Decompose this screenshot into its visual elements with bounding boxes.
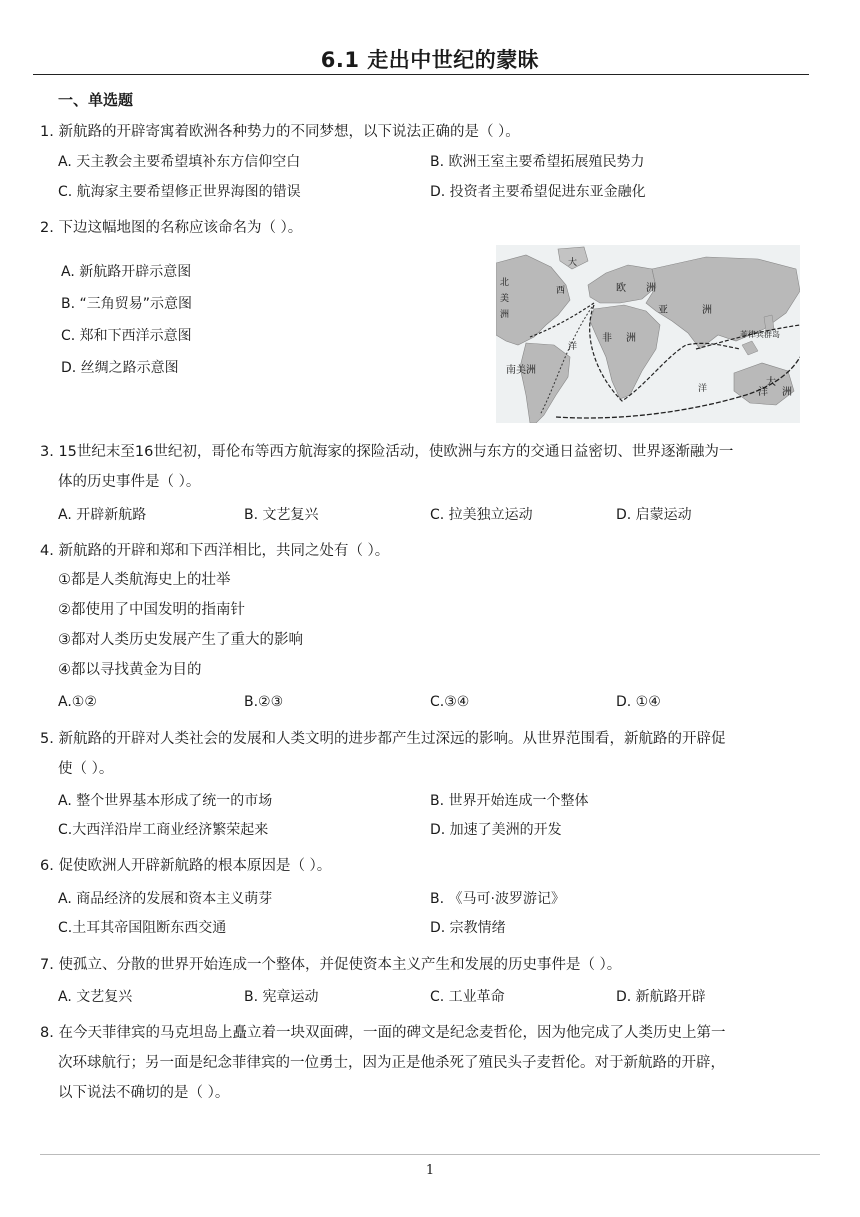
q5-option-a: A. 整个世界基本形成了统一的市场 xyxy=(58,793,273,809)
title-underline xyxy=(33,74,809,75)
question-5-stem: 5. 新航路的开辟对人类社会的发展和人类文明的进步都产生过深远的影响。从世界范围看，新航路的开辟促 xyxy=(40,731,726,747)
q2-option-d: D. 丝绸之路示意图 xyxy=(61,360,179,376)
q7-option-d: D. 新航路开辟 xyxy=(616,989,706,1005)
q6-option-c: C.土耳其帝国阻断东西交通 xyxy=(58,920,227,936)
q3-option-b: B. 文艺复兴 xyxy=(244,507,319,523)
question-3-stem-continued: 体的历史事件是（ ）。 xyxy=(58,474,201,490)
q2-option-b: B. “三角贸易”示意图 xyxy=(61,296,193,312)
q3-option-d: D. 启蒙运动 xyxy=(616,507,692,523)
footer-divider xyxy=(40,1154,820,1155)
world-map-figure xyxy=(496,245,800,423)
q1-option-b: B. 欧洲王室主要希望拓展殖民势力 xyxy=(430,154,645,170)
map-label-europe-2: 洲 xyxy=(646,283,656,294)
q7-option-b: B. 宪章运动 xyxy=(244,989,319,1005)
map-label-north-america-3: 洲 xyxy=(500,310,510,320)
q4-option-c: C.③④ xyxy=(430,694,470,710)
q5-option-b: B. 世界开始连成一个整体 xyxy=(430,793,589,809)
q7-option-a: A. 文艺复兴 xyxy=(58,989,133,1005)
q7-option-c: C. 工业革命 xyxy=(430,989,505,1005)
q1-option-a: A. 天主教会主要希望填补东方信仰空白 xyxy=(58,154,301,170)
q2-option-a: A. 新航路开辟示意图 xyxy=(61,264,192,280)
q2-option-c: C. 郑和下西洋示意图 xyxy=(61,328,192,344)
question-8-stem-continued: 次环球航行；另一面是纪念菲律宾的一位勇士，因为正是他杀死了殖民头子麦哲伦。对于新航路的开辟， xyxy=(58,1055,725,1071)
q1-option-d: D. 投资者主要希望促进东亚金融化 xyxy=(430,184,646,200)
map-label-africa-2: 洲 xyxy=(626,333,636,344)
q4-statement-4: ④都以寻找黄金为目的 xyxy=(58,662,202,678)
q4-statement-2: ②都使用了中国发明的指南针 xyxy=(58,602,245,618)
map-label-ocean-top: 大 xyxy=(568,258,578,268)
q4-option-b: B.②③ xyxy=(244,694,284,710)
question-4-stem: 4. 新航路的开辟和郑和下西洋相比，共同之处有（ ）。 xyxy=(40,543,390,559)
map-label-south-america: 南美洲 xyxy=(506,365,536,376)
q1-option-c: C. 航海家主要希望修正世界海图的错误 xyxy=(58,184,301,200)
map-label-oceania-1: 大 xyxy=(766,377,776,388)
map-label-europe-1: 欧 xyxy=(616,283,626,294)
q6-option-a: A. 商品经济的发展和资本主义萌芽 xyxy=(58,891,273,907)
route-map-svg xyxy=(496,245,800,423)
question-5-stem-continued: 使（ ）。 xyxy=(58,761,114,777)
q3-option-c: C. 拉美独立运动 xyxy=(430,507,533,523)
map-label-north-america-1: 北 xyxy=(500,278,510,288)
map-label-north-america-2: 美 xyxy=(500,294,510,304)
question-1-stem: 1. 新航路的开辟寄寓着欧洲各种势力的不同梦想，以下说法正确的是（ ）。 xyxy=(40,124,520,140)
map-label-asia-1: 亚 xyxy=(658,305,668,316)
section-heading: 一、单选题 xyxy=(58,91,134,109)
map-label-sea-2: 洋 xyxy=(568,342,578,352)
q4-option-d: D. ①④ xyxy=(616,694,661,710)
q6-option-d: D. 宗教情绪 xyxy=(430,920,506,936)
q5-option-c: C.大西洋沿岸工商业经济繁荣起来 xyxy=(58,822,269,838)
map-label-philippines: 菲律宾群岛 xyxy=(740,330,780,339)
question-2-stem: 2. 下边这幅地图的名称应该命名为（ ）。 xyxy=(40,220,303,236)
page-number: 1 xyxy=(425,1163,435,1178)
q4-statement-3: ③都对人类历史发展产生了重大的影响 xyxy=(58,632,303,648)
q3-option-a: A. 开辟新航路 xyxy=(58,507,147,523)
map-label-sea-3: 洋 xyxy=(698,384,708,394)
map-label-oceania-3: 洲 xyxy=(782,387,792,398)
q4-option-a: A.①② xyxy=(58,694,97,710)
question-3-stem: 3. 15世纪末至16世纪初，哥伦布等西方航海家的探险活动，使欧洲与东方的交通日益密切、世界逐渐融为一 xyxy=(40,444,734,460)
q6-option-b: B. 《马可·波罗游记》 xyxy=(430,891,565,907)
map-label-sea-1: 西 xyxy=(556,286,566,296)
page-title: 6.1 走出中世纪的蒙昧 xyxy=(320,48,540,72)
question-6-stem: 6. 促使欧洲人开辟新航路的根本原因是（ ）。 xyxy=(40,858,332,874)
q5-option-d: D. 加速了美洲的开发 xyxy=(430,822,562,838)
map-label-africa-1: 非 xyxy=(602,333,612,344)
question-8-stem: 8. 在今天菲律宾的马克坦岛上矗立着一块双面碑，一面的碑文是纪念麦哲伦，因为他完成了人类历史上第一 xyxy=(40,1025,726,1041)
map-label-asia-2: 洲 xyxy=(702,305,712,316)
map-label-oceania-2: 洋 xyxy=(758,387,768,398)
q4-statement-1: ①都是人类航海史上的壮举 xyxy=(58,572,231,588)
question-7-stem: 7. 使孤立、分散的世界开始连成一个整体，并促使资本主义产生和发展的历史事件是（ ）。 xyxy=(40,957,622,973)
question-8-stem-continued-2: 以下说法不确切的是（ ）。 xyxy=(58,1085,230,1101)
